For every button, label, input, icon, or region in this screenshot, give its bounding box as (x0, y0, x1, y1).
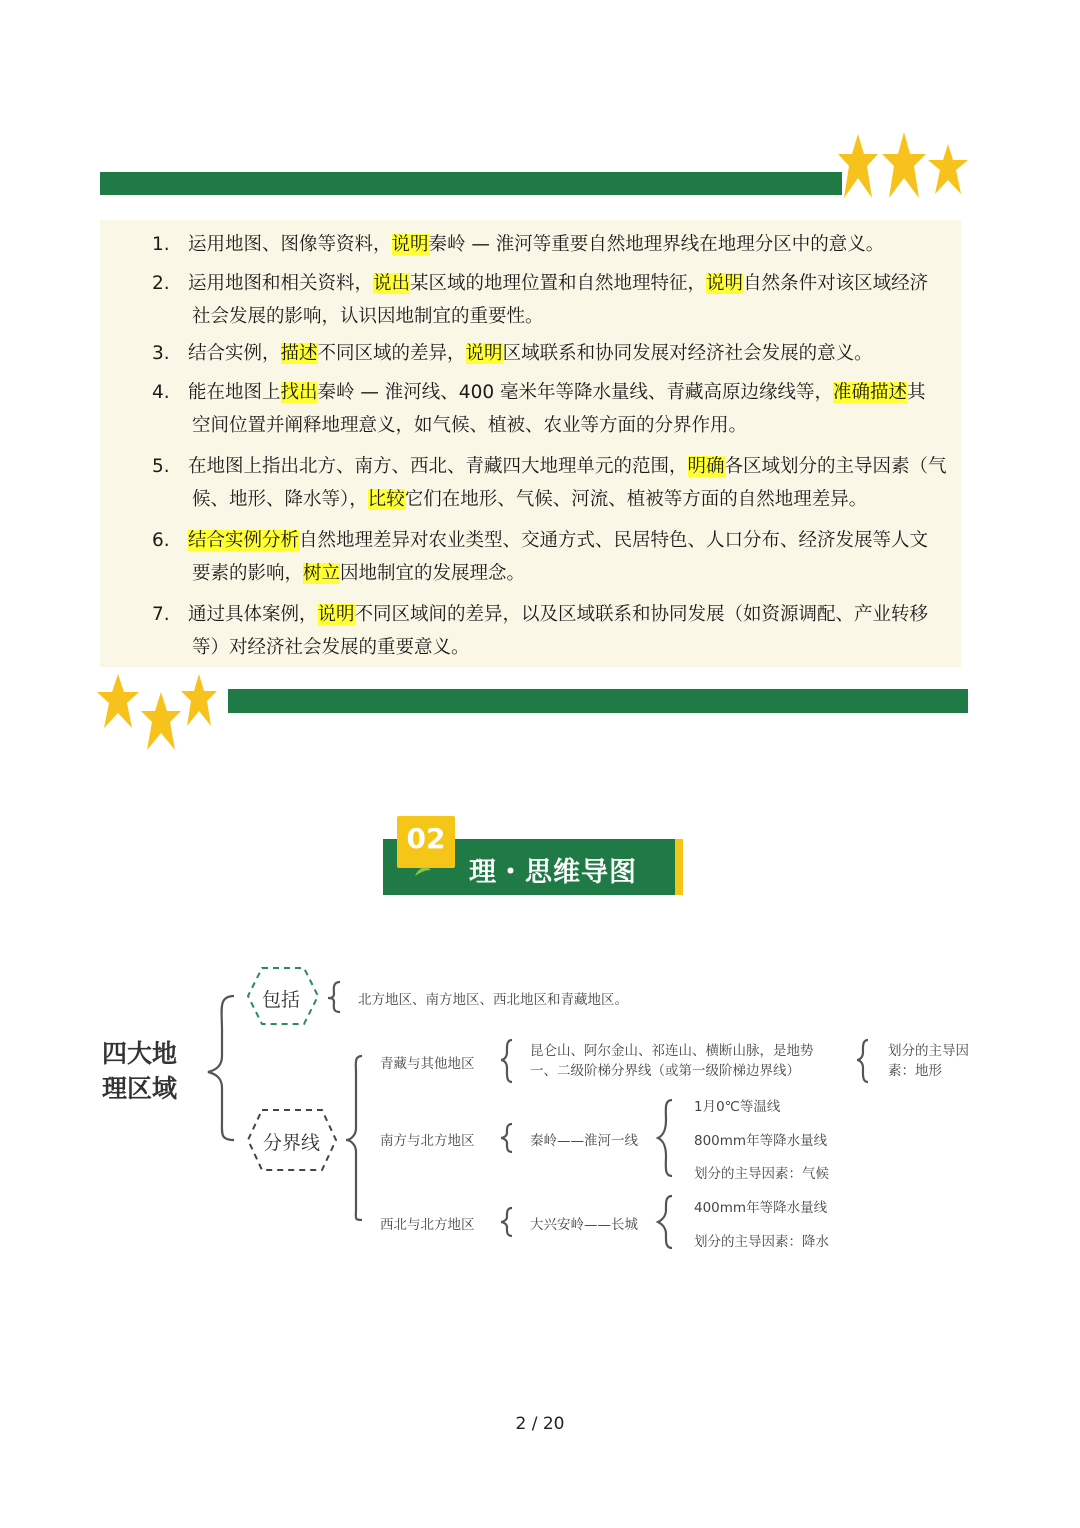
boundary-desc: 昆仑山、阿尔金山、祁连山、横断山脉，是地势 一、二级阶梯分界线（或第一级阶梯边界线） (530, 1043, 814, 1079)
objective-segment: 某区域的地理位置和自然地理特征， (410, 273, 707, 294)
detail-item: 800mm年等降水量线 (694, 1133, 828, 1149)
section-number: 02 (406, 822, 446, 855)
highlighted-verb: 结合实例分析 (188, 530, 300, 551)
mindmap-root: 四大地 理区域 (102, 1039, 178, 1103)
objective-segment: 运用地图和相关资料， (188, 273, 374, 294)
objective-segment: 社会发展的影响，认识因地制宜的重要性。 (192, 306, 544, 327)
boundary-desc: 秦岭——淮河一线 (530, 1133, 638, 1149)
objective-segment: 自然地理差异对农业类型、交通方式、民居特色、人口分布、经济发展等人文 (299, 530, 929, 551)
objective-segment: 不同区域的差异， (317, 343, 466, 364)
section-title: 理・思维导图 (469, 857, 637, 888)
objective-number: 6. (152, 530, 170, 551)
highlighted-verb: 说出 (373, 273, 411, 294)
objective-number: 7. (152, 604, 170, 625)
objective-number: 2. (152, 273, 170, 294)
detail-item: 400mm年等降水量线 (694, 1200, 828, 1216)
highlighted-verb: 准确描述 (833, 382, 908, 403)
objective-segment: 等）对经济社会发展的重要意义。 (192, 637, 470, 658)
objective-segment: 运用地图、图像等资料， (188, 234, 392, 255)
objective-segment: 其 (907, 382, 926, 403)
objective-segment: 秦岭 — 淮河等重要自然地理界线在地理分区中的意义。 (428, 234, 885, 255)
objective-segment: 要素的影响， (192, 563, 304, 584)
include-text: 北方地区、南方地区、西北地区和青藏地区。 (358, 992, 628, 1008)
objective-segment: 各区域划分的主导因素（气 (724, 456, 947, 477)
objective-number: 5. (152, 456, 170, 477)
objective-segment: 能在地图上 (188, 382, 281, 403)
objective-segment: 秦岭 — 淮河线、400 毫米年等降水量线、青藏高原边缘线等， (317, 382, 833, 403)
objective-number: 1. (152, 234, 170, 255)
highlighted-verb: 比较 (367, 489, 405, 510)
highlighted-verb: 说明 (465, 343, 503, 364)
objective-segment: 结合实例， (188, 343, 281, 364)
detail-item: 划分的主导因素：气候 (694, 1166, 829, 1182)
objective-segment: 在地图上指出北方、南方、西北、青藏四大地理单元的范围， (188, 456, 688, 477)
objective-number: 4. (152, 382, 170, 403)
objective-segment: 候、地形、降水等）， (192, 489, 368, 510)
highlighted-verb: 树立 (303, 563, 341, 584)
objective-segment: 通过具体案例， (188, 604, 318, 625)
objective-segment: 不同区域间的差异，以及区域联系和协同发展（如资源调配、产业转移 (354, 604, 929, 625)
objective-segment: 自然条件对该区域经济 (743, 273, 929, 294)
detail-item: 1月0℃等温线 (694, 1099, 781, 1115)
highlighted-verb: 说明 (706, 273, 744, 294)
highlighted-verb: 说明 (391, 234, 429, 255)
include-label: 包括 (262, 989, 301, 1011)
objective-segment: 它们在地形、气候、河流、植被等方面的自然地理差异。 (404, 489, 868, 510)
page-number: 2 / 20 (515, 1414, 565, 1434)
region-label: 西北与北方地区 (380, 1217, 475, 1233)
highlighted-verb: 找出 (280, 382, 318, 403)
boundary-desc: 大兴安岭——长城 (530, 1217, 638, 1233)
boundary-label: 分界线 (263, 1132, 321, 1154)
objective-segment: 因地制宜的发展理念。 (340, 563, 526, 584)
highlighted-verb: 说明 (317, 604, 355, 625)
detail-item: 划分的主导因素：降水 (694, 1234, 829, 1250)
region-label: 青藏与其他地区 (380, 1056, 475, 1072)
highlighted-verb: 明确 (687, 456, 725, 477)
region-label: 南方与北方地区 (380, 1133, 475, 1149)
objective-segment: 区域联系和协同发展对经济社会发展的意义。 (502, 343, 873, 364)
objective-segment: 空间位置并阐释地理意义，如气候、植被、农业等方面的分界作用。 (192, 415, 748, 436)
factor-desc: 划分的主导因 素：地形 (888, 1043, 969, 1079)
objective-number: 3. (152, 343, 170, 364)
highlighted-verb: 描述 (280, 343, 318, 364)
